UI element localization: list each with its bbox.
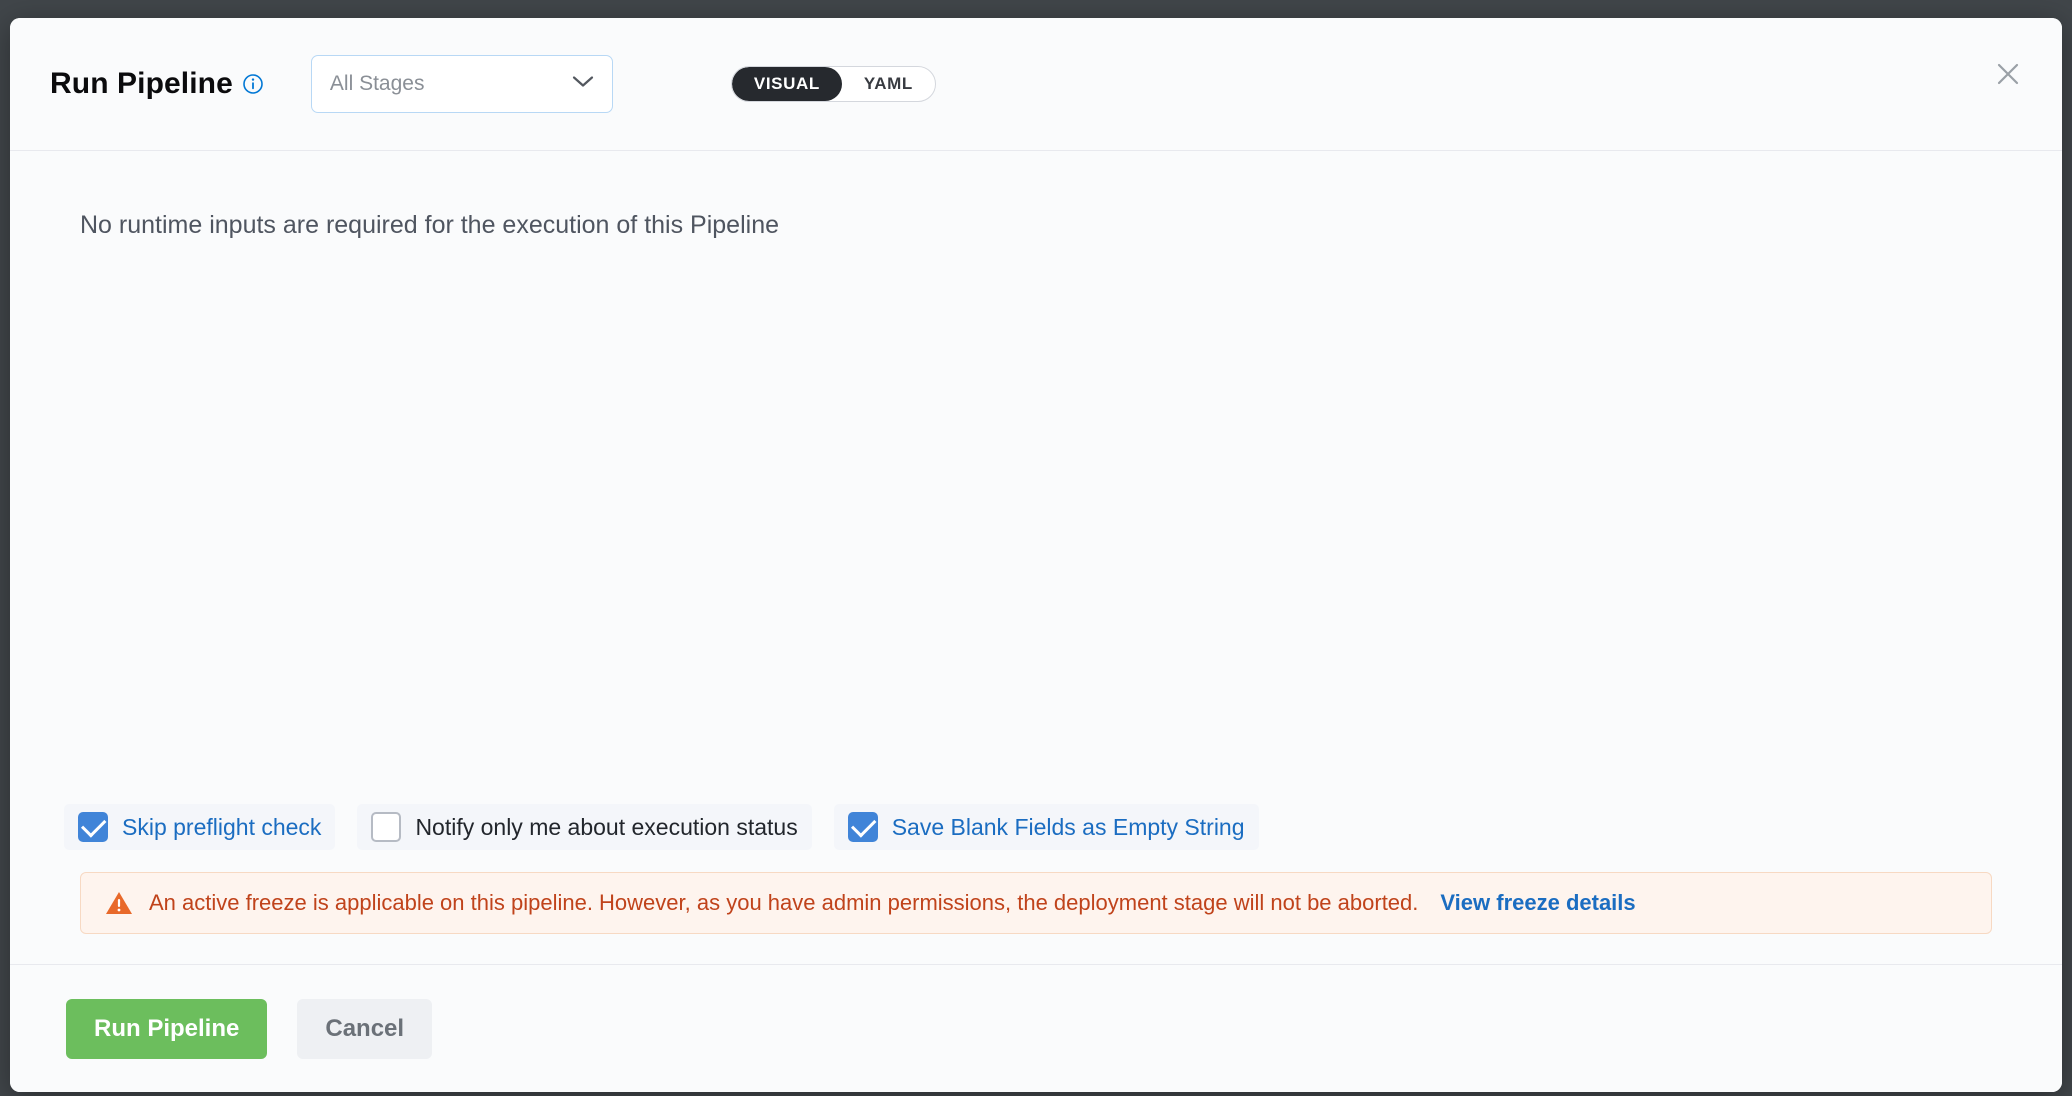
tab-visual[interactable]: VISUAL [732,67,842,101]
checkbox-save-blank-fields-label: Save Blank Fields as Empty String [891,813,1245,840]
run-pipeline-modal [10,18,2062,1092]
freeze-warning-banner [80,872,1992,934]
cancel-button[interactable]: Cancel [297,999,432,1059]
close-icon[interactable] [1992,58,2024,90]
info-icon[interactable] [243,74,263,94]
checkbox-skip-preflight[interactable] [64,804,335,850]
checkbox-skip-preflight-label: Skip preflight check [122,813,322,840]
view-freeze-details-link[interactable]: View freeze details [1440,890,1636,915]
warning-triangle-icon [105,889,133,917]
freeze-warning-text: An active freeze is applicable on this pipeline. However, as you have admin permissions, the deployment stage will not be aborted. [149,890,1419,915]
body-spacer [80,240,1992,804]
checkbox-notify-only-me-box[interactable] [371,812,401,842]
empty-state-message: No runtime inputs are required for the execution of this Pipeline [80,211,779,239]
chevron-down-icon [572,75,594,94]
tab-yaml[interactable]: YAML [863,74,913,93]
modal-footer [10,964,2062,1092]
stage-select[interactable] [311,55,613,113]
view-toggle[interactable] [731,66,936,102]
modal-header [10,18,2062,151]
options-row [64,804,1992,850]
checkbox-notify-only-me[interactable] [357,804,811,850]
stage-select-value: All Stages [329,72,425,95]
modal-body [10,151,2062,964]
run-pipeline-button[interactable]: Run Pipeline [66,999,267,1059]
page-title: Run Pipeline [50,67,233,100]
checkbox-notify-only-me-label: Notify only me about execution status [415,813,798,840]
checkbox-save-blank-fields[interactable] [834,804,1259,850]
checkbox-save-blank-fields-box[interactable] [848,812,878,842]
checkbox-skip-preflight-box[interactable] [78,812,108,842]
